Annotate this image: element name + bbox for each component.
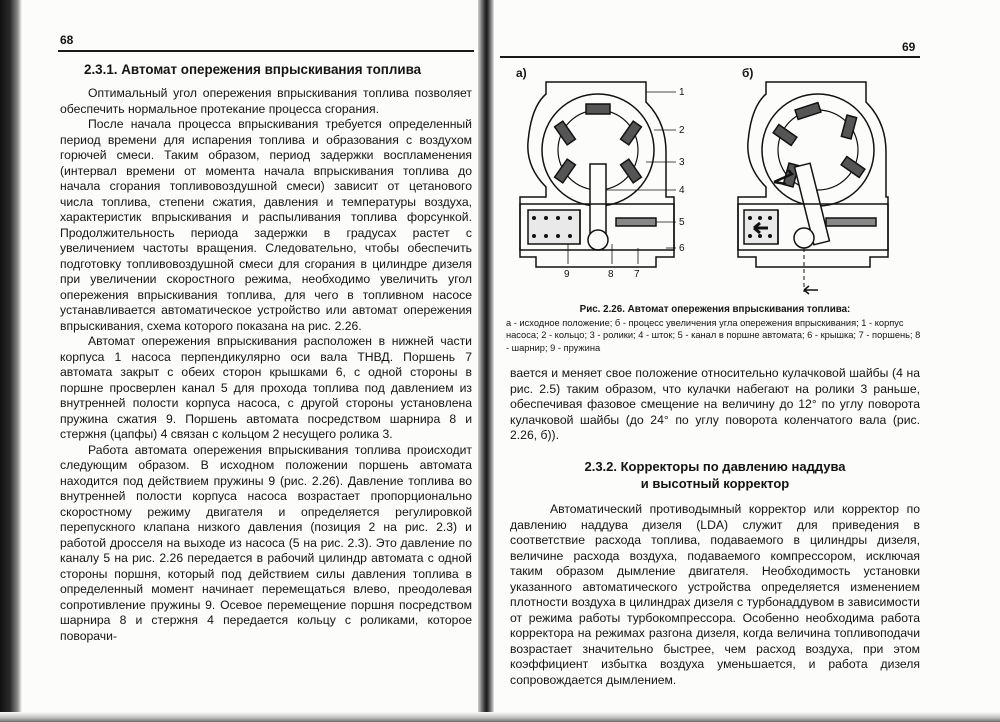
callout-label: 4 [679, 185, 685, 196]
paragraph: Автоматический противодымный корректор или корректор по давлению наддува дизеля (LDA) служит для приведения в соответствие расхода топлива, подаваемого в цилиндры дизеля, величине расхода воздуха, подаваемого компрессором, исключая таким образом дымление двигателя. Необходимость установки указанного автоматического устройства определяется изменением плотности воздуха в цилиндрах дизеля с турбонаддувом в зависимости от режима работы турбокомпрессора. Особенно необходима работа корректора на режимах разгона дизеля, когда величина топливоподачи возрастает значительно быстрее, чем расход воздуха, при этом коэффициент избытка воздуха уменьшается, и работа дизеля сопровождается дымлением. [510, 502, 920, 687]
right-header-rule [500, 56, 920, 58]
paragraph: После начала процесса впрыскивания требуется определенный период времени для испарения топлива и образования с воздухом горючей смеси. Таким образом, период задержки воспламенения (интервал времени от момента начала впрыскивания топлива до начала сгорания топливовоздушной смеси) зависит от цетанового числа топлива, степени сжатия, давления и температуры воздуха, характеристик впрыскивания и распыливания топлива форсункой. Продолжительность периода задержки в градусах растет с увеличением частоты вращения. Следовательно, чтобы обеспечить подготовку топливовоздушной смеси для сгорания в цилиндре дизеля при увеличении скоростного режима, необходимо увеличить угол опережения впрыскивания топлива, для чего в топливном насосе устанавливается автоматическое устройство или автомат опережения впрыскивания, схема которого показана на рис. 2.26. [60, 117, 472, 333]
figure-diagram-a [506, 72, 706, 292]
left-page-number: 68 [60, 33, 74, 47]
figure-label-a: а) [516, 66, 527, 80]
paragraph: вается и меняет свое положение относительно кулачковой шайбы (4 на рис. 2.5) таким образом, что кулачки набегают на ролики 3 раньше, обеспечивая фазовое смещение на величину до 12° по углу поворота кулачковой шайбы (до 24° по углу поворота коленчатого вала (рис. 2.26, б)). [510, 366, 920, 442]
callout-label: 3 [679, 157, 685, 168]
right-page-body [510, 502, 920, 688]
callout-label: 1 [679, 87, 685, 98]
left-header-rule [58, 50, 474, 52]
callout-label: 6 [679, 243, 685, 254]
figure-caption-title: Рис. 2.26. Автомат опережения впрыскивания топлива: [579, 304, 851, 315]
figure-diagram-b [730, 72, 890, 302]
callout-label: 2 [679, 125, 685, 136]
figure-label-b: б) [742, 66, 754, 80]
paragraph: Оптимальный угол опережения впрыскивания топлива позволяет обеспечить нормальное протекание процесса сгорания. [60, 86, 472, 116]
paragraph: Работа автомата опережения впрыскивания топлива происходит следующим образом. В исходном положении поршень автомата находится под действием пружины 9 (рис. 2.26). Давление топлива во внутренней полости корпуса насоса возрастает пропорционально скоростному режиму двигателя и определяется регулировкой перепускного клапана низкого давления (позиция 2 на рис. 2.3) и работой дросселя на выходе из насоса (5 на рис. 2.3). Это давление по каналу 5 на рис. 2.26 передается в рабочий цилиндр автомата с одной стороны поршня, который под действием силы давления топлива в определенный момент начинает перемещаться влево, преодолевая сопротивление пружины 9. Осевое перемещение поршня посредством шарнира 8 и стержня 4 передается кольцу с роликами, которое поворачи- [60, 442, 472, 643]
section-heading-2-3-2-line2: и высотный корректор [640, 476, 790, 491]
callout-label: 9 [564, 269, 570, 280]
paragraph: Автомат опережения впрыскивания расположен в нижней части корпуса 1 насоса перпендикулярно оси вала ТНВД. Поршень 7 автомата закрыт с обеих сторон крышками 6, с одной стороны в поршне просверлен канал 5 для прохода топлива под давлением из внутренней полости корпуса насоса, с другой стороны установлена пружина сжатия 9. Поршень автомата посредством шарнира 8 и стержня (цапфы) 4 связан с кольцом 2 несущего ролика 3. [60, 334, 472, 441]
scan-shadow-left [0, 0, 22, 722]
section-heading-2-3-2-line1: 2.3.2. Корректоры по давлению наддува [584, 459, 846, 474]
callout-label: 5 [679, 217, 685, 228]
callout-label: 7 [634, 269, 640, 280]
figure-caption [506, 304, 924, 354]
right-page-continuation [510, 366, 920, 444]
callout-label: 8 [608, 269, 614, 280]
section-heading-2-3-1: 2.3.1. Автомат опережения впрыскивания топлива [84, 62, 422, 77]
book-gutter [478, 0, 494, 722]
left-page-body [60, 86, 472, 644]
figure-caption-legend: а - исходное положение; б - процесс увеличения угла опережения впрыскивания; 1 - корпус насоса; 2 - кольцо; 3 - ролики; 4 - шток; 5 - канал в поршне автомата; 6 - крышка; 7 - поршень; 8 - шарнир; 9 - пружина [506, 317, 921, 353]
scan-shadow-bottom [0, 712, 1000, 722]
right-page-number: 69 [902, 40, 916, 54]
